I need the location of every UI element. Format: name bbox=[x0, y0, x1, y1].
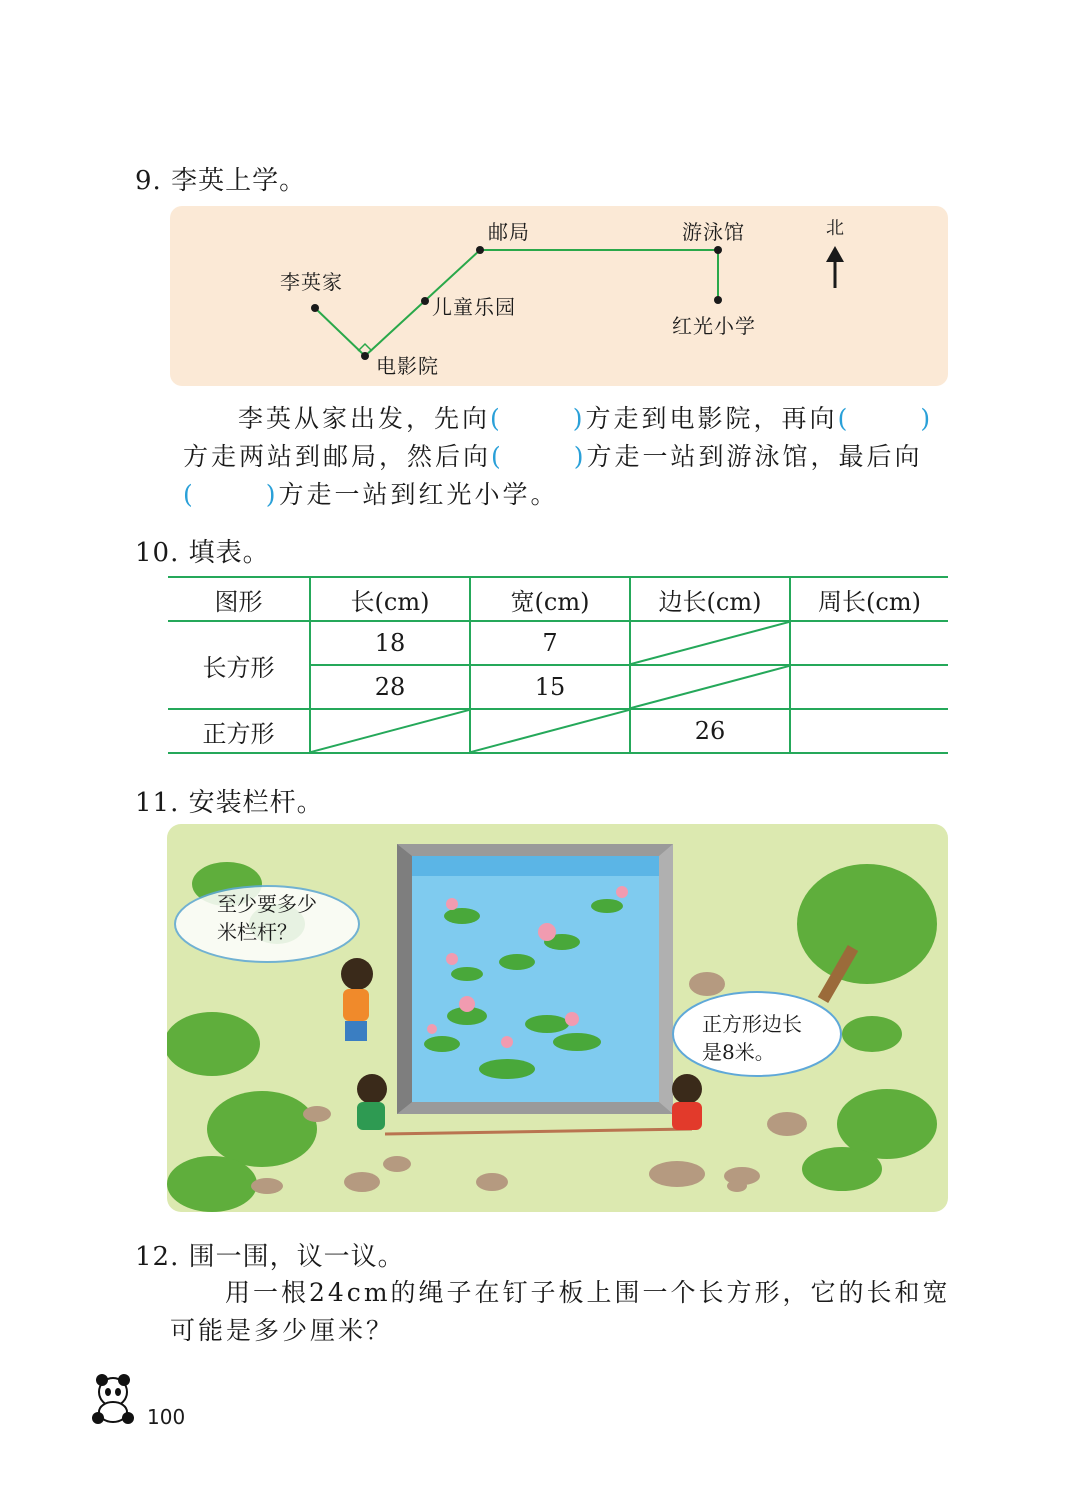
col-header-width: 宽(cm) bbox=[470, 577, 630, 621]
row-label-square: 正方形 bbox=[168, 709, 310, 753]
pool-dot bbox=[714, 246, 722, 254]
table-header-row bbox=[168, 577, 948, 621]
q12-line-1: 用一根24cm的绳子在钉子板上围一个长方形，它的长和宽 bbox=[225, 1278, 951, 1307]
cell-length: 18 bbox=[310, 621, 470, 665]
label-school: 红光小学 bbox=[672, 314, 756, 338]
cell-width: 15 bbox=[470, 665, 630, 709]
q9-text-3b: 方走一站到红光小学。 bbox=[278, 480, 559, 509]
col-header-shape: 图形 bbox=[168, 577, 310, 621]
col-header-length: 长(cm) bbox=[310, 577, 470, 621]
bubble-left-text: 至少要多少 米栏杆？ bbox=[217, 892, 317, 944]
q12-heading: 12. 围一围，议一议。 bbox=[135, 1242, 405, 1272]
panda-icon bbox=[88, 1372, 138, 1424]
col-header-side: 边长(cm) bbox=[630, 577, 790, 621]
bubble-right-text: 正方形边长 是8米。 bbox=[702, 1012, 802, 1064]
pond-illustration bbox=[167, 824, 948, 1212]
post-office-dot bbox=[476, 246, 484, 254]
label-home: 李英家 bbox=[280, 270, 343, 294]
label-pool: 游泳馆 bbox=[682, 220, 745, 244]
cell-crossed bbox=[630, 665, 790, 709]
cell-perimeter-input[interactable] bbox=[790, 665, 948, 709]
q9-heading: 9. 李英上学。 bbox=[135, 166, 307, 196]
cell-crossed bbox=[310, 709, 470, 753]
home-dot bbox=[311, 304, 319, 312]
label-park: 儿童乐园 bbox=[432, 295, 516, 319]
label-cinema: 电影院 bbox=[376, 354, 439, 378]
route-map bbox=[170, 206, 948, 386]
label-post-office: 邮局 bbox=[488, 220, 530, 244]
school-dot bbox=[714, 296, 722, 304]
cell-length: 28 bbox=[310, 665, 470, 709]
q9-text-1a: 李英从家出发，先向 bbox=[238, 404, 491, 433]
cell-side: 26 bbox=[630, 709, 790, 753]
cell-width: 7 bbox=[470, 621, 630, 665]
table-row bbox=[168, 709, 948, 753]
label-north: 北 bbox=[826, 218, 845, 239]
cell-crossed bbox=[470, 709, 630, 753]
fill-table bbox=[168, 576, 948, 754]
cell-perimeter-input[interactable] bbox=[790, 621, 948, 665]
q11-heading: 11. 安装栏杆。 bbox=[135, 788, 324, 818]
scene-drawing bbox=[167, 824, 948, 1212]
q9-text-1b: 方走到电影院，再向 bbox=[585, 404, 838, 433]
cinema-dot bbox=[361, 352, 369, 360]
q9-paragraph: 李英从家出发，先向( )方走到电影院，再向( ) 方走两站到邮局，然后向( )方走一站到游泳馆，最后向 ( )方走一站到红光小学。 bbox=[183, 404, 934, 509]
park-dot bbox=[421, 297, 429, 305]
q9-text-2b: 方走一站到游泳馆，最后向 bbox=[586, 442, 923, 471]
row-label-rectangle: 长方形 bbox=[168, 621, 310, 709]
q12-paragraph bbox=[170, 1274, 960, 1350]
cell-crossed bbox=[630, 621, 790, 665]
q9-text-2a: 方走两站到邮局，然后向 bbox=[183, 442, 492, 471]
cell-perimeter-input[interactable] bbox=[790, 709, 948, 753]
q10-heading: 10. 填表。 bbox=[135, 538, 270, 568]
page-number: 100 bbox=[147, 1405, 186, 1429]
col-header-perimeter: 周长(cm) bbox=[790, 577, 948, 621]
q12-line-2: 可能是多少厘米？ bbox=[170, 1316, 395, 1345]
table-row bbox=[168, 621, 948, 665]
